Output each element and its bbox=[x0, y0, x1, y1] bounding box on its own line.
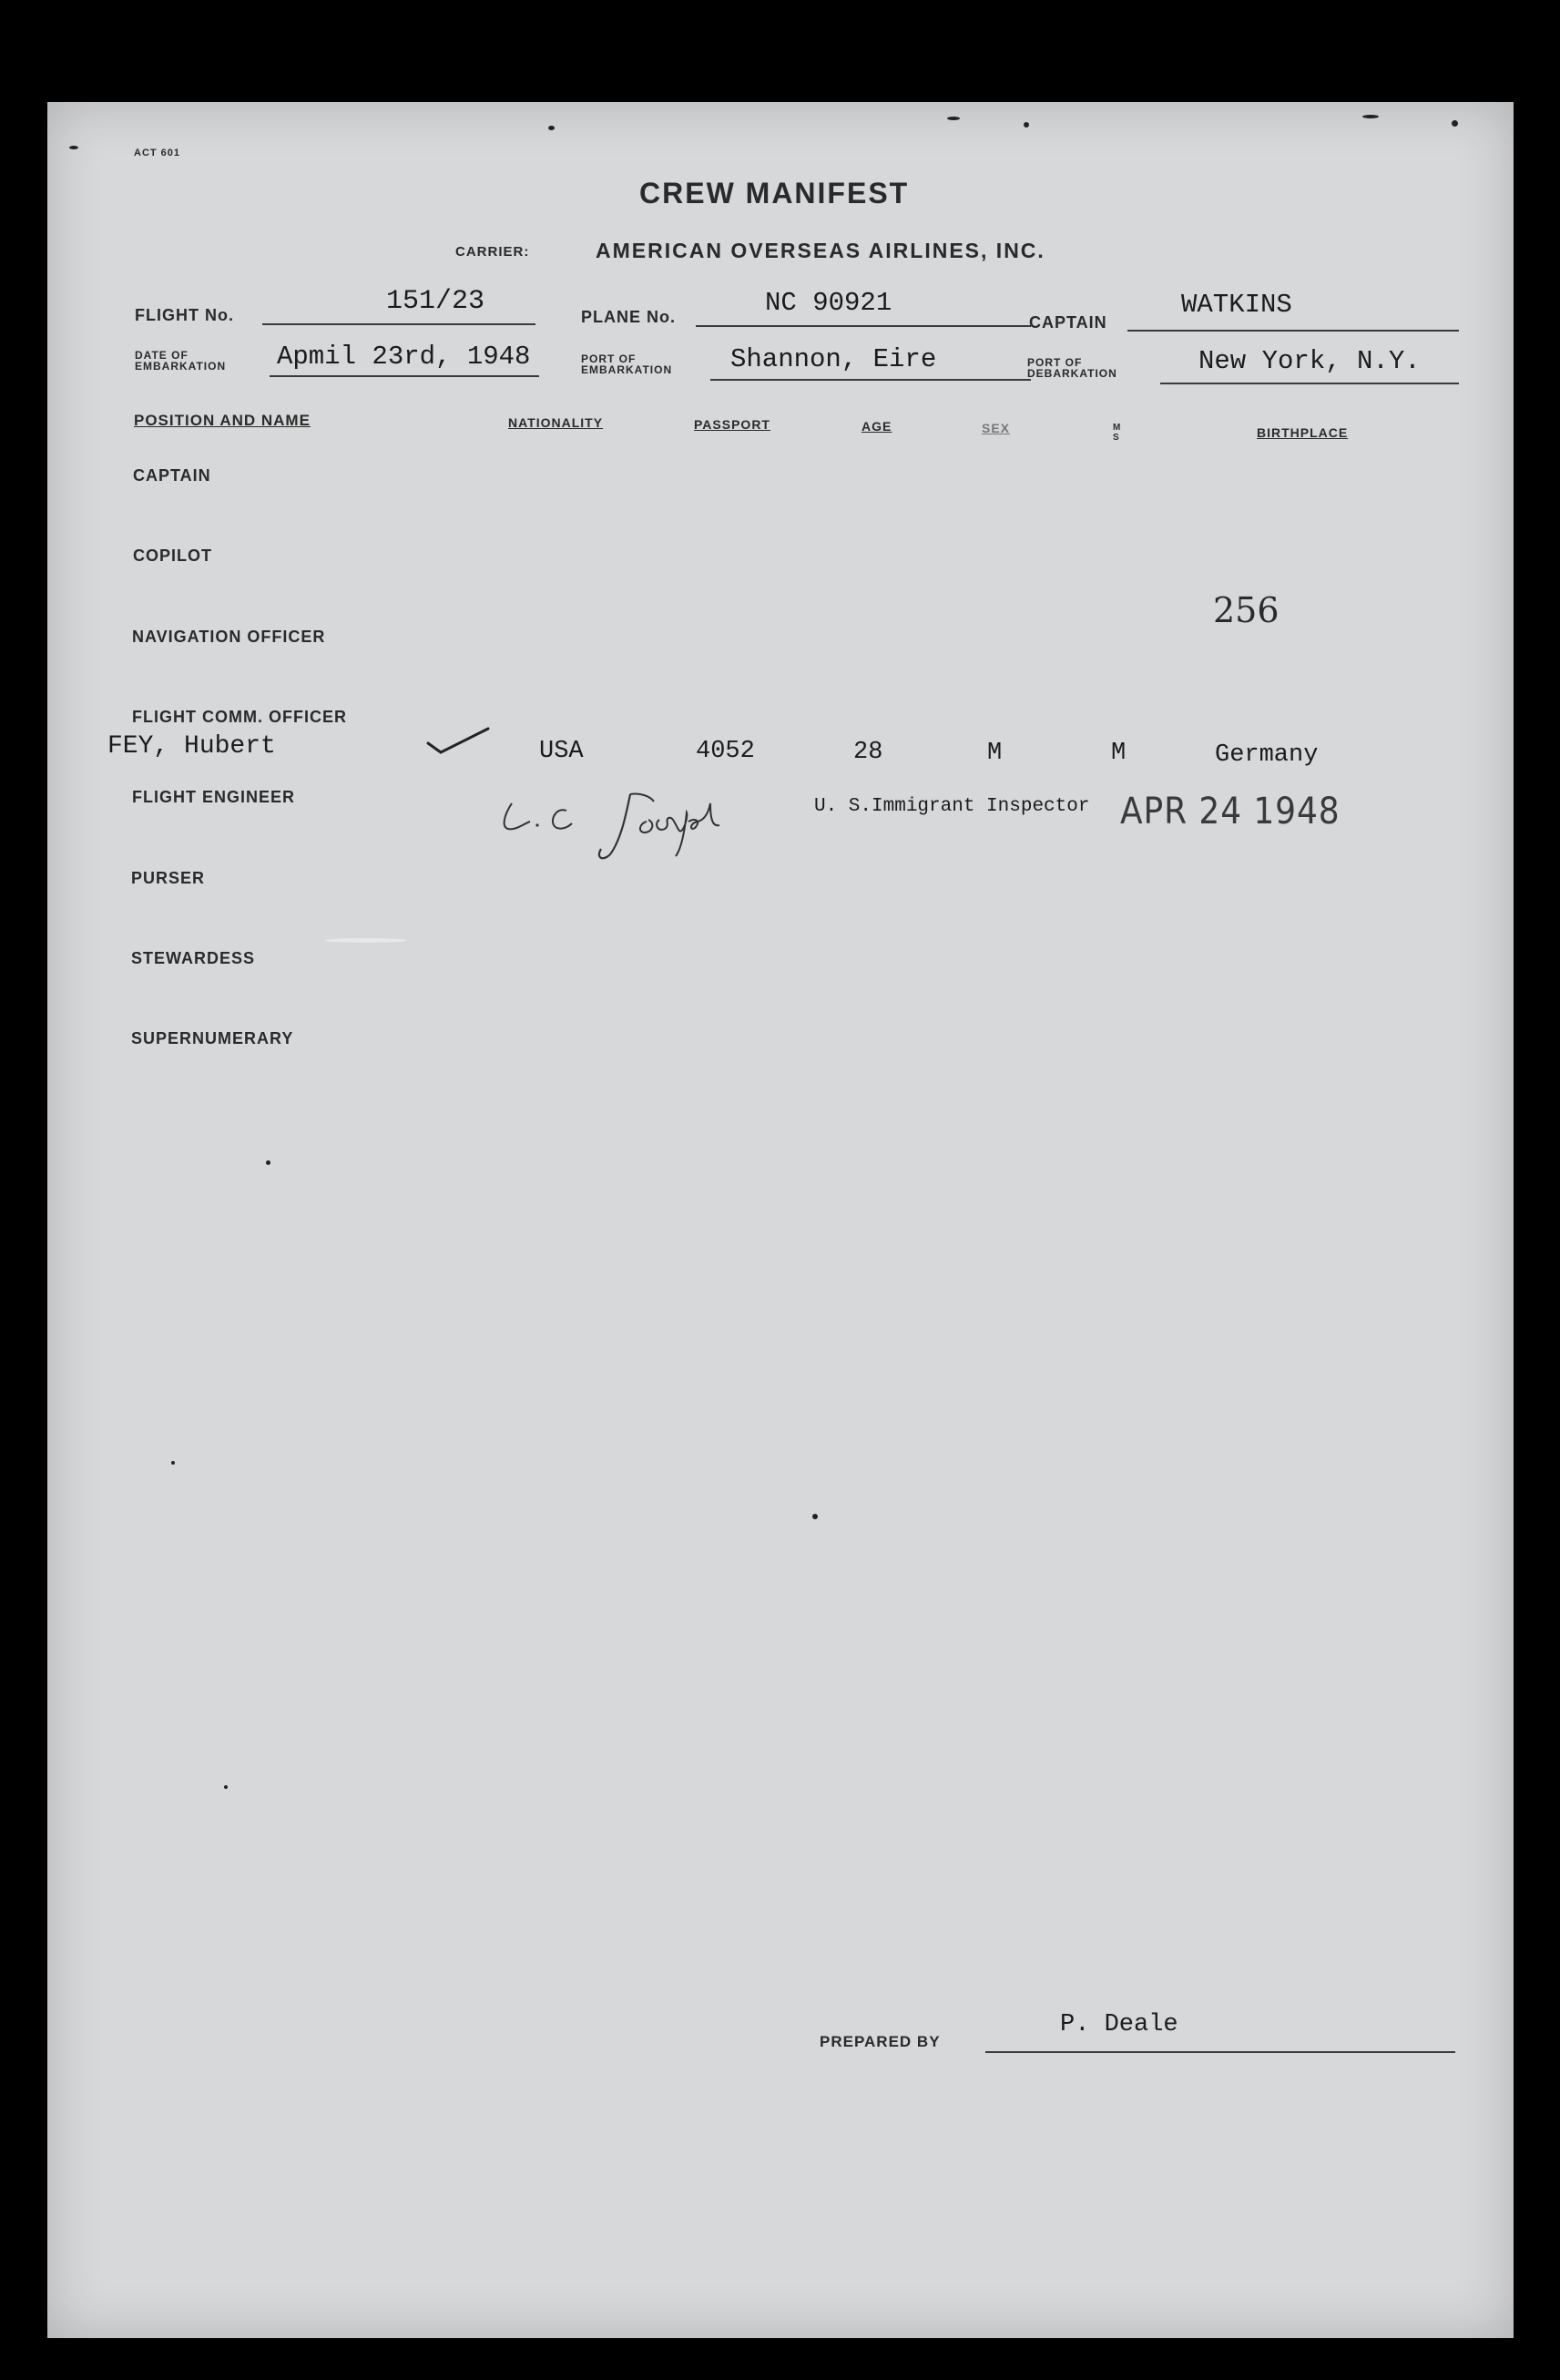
prepared-by-value: P. Deale bbox=[1060, 2011, 1178, 2038]
position-captain: CAPTAIN bbox=[133, 466, 211, 485]
port-of-embarkation-line bbox=[710, 379, 1031, 381]
crew-passport: 4052 bbox=[696, 738, 755, 765]
date-line bbox=[270, 375, 539, 377]
column-birthplace: BIRTHPLACE bbox=[1257, 425, 1349, 440]
crew-birthplace: Germany bbox=[1215, 741, 1319, 769]
flight-number-label: FLIGHT No. bbox=[135, 306, 234, 324]
inspector-title: U. S.Immigrant Inspector bbox=[814, 796, 1090, 817]
crew-sex: M bbox=[987, 740, 1003, 767]
port-of-embarkation-value: Shannon, Eire bbox=[730, 344, 937, 374]
form-number: ACT 601 bbox=[134, 148, 181, 158]
column-position-and-name: POSITION AND NAME bbox=[134, 412, 311, 429]
date-of-embarkation-value: Apmil 23rd, 1948 bbox=[277, 342, 531, 372]
inspector-signature bbox=[494, 776, 821, 867]
captain-line bbox=[1127, 330, 1459, 332]
prepared-by-line bbox=[985, 2051, 1455, 2053]
column-passport: PASSPORT bbox=[694, 417, 770, 432]
captain-label: CAPTAIN bbox=[1029, 313, 1107, 332]
date-label-line2: EMBARKATION bbox=[135, 360, 227, 373]
debarkation-label-line1: PORT OF bbox=[1027, 356, 1083, 369]
page-stamp-number: 256 bbox=[1213, 590, 1280, 630]
carrier-name: AMERICAN OVERSEAS AIRLINES, INC. bbox=[596, 239, 1045, 262]
plane-number-line bbox=[696, 325, 1031, 327]
inspector-date-stamp: APR 24 1948 bbox=[1120, 791, 1341, 832]
crew-name: FEY, Hubert bbox=[107, 732, 276, 761]
crew-nationality: USA bbox=[539, 738, 584, 765]
carrier-label: CARRIER: bbox=[455, 244, 530, 260]
ink-speck bbox=[171, 1461, 175, 1465]
paper-mark bbox=[325, 938, 407, 943]
column-sex: SEX bbox=[982, 421, 1011, 435]
position-purser: PURSER bbox=[131, 869, 206, 887]
plane-number-label: PLANE No. bbox=[581, 308, 677, 326]
ink-speck bbox=[1024, 122, 1029, 128]
port-of-embarkation-label bbox=[581, 353, 672, 375]
position-navigation-officer: NAVIGATION OFFICER bbox=[132, 628, 326, 646]
ink-speck bbox=[1452, 120, 1458, 127]
embarkation-label-line2: EMBARKATION bbox=[581, 363, 673, 376]
flight-number-line bbox=[262, 323, 535, 325]
date-label-line1: DATE OF bbox=[135, 349, 189, 362]
crew-age: 28 bbox=[853, 739, 883, 766]
position-supernumerary: SUPERNUMERARY bbox=[131, 1029, 294, 1047]
prepared-by-label: PREPARED BY bbox=[820, 2033, 941, 2050]
ink-speck bbox=[224, 1785, 228, 1789]
crew-marital-status: M bbox=[1111, 740, 1127, 767]
ink-speck bbox=[69, 146, 78, 149]
ink-speck bbox=[266, 1160, 270, 1165]
captain-value: WATKINS bbox=[1181, 290, 1292, 320]
ink-speck bbox=[548, 126, 555, 130]
column-marital bbox=[1113, 423, 1121, 443]
flight-number-value: 151/23 bbox=[386, 286, 485, 317]
check-mark-icon bbox=[421, 720, 494, 756]
embarkation-label-line1: PORT OF bbox=[581, 352, 637, 365]
column-nationality: NATIONALITY bbox=[508, 415, 604, 430]
debarkation-label-line2: DEBARKATION bbox=[1027, 367, 1117, 380]
date-of-embarkation-label bbox=[135, 350, 226, 372]
ink-speck bbox=[812, 1514, 818, 1519]
port-of-debarkation-line bbox=[1160, 383, 1459, 384]
position-flight-engineer: FLIGHT ENGINEER bbox=[132, 788, 296, 806]
marital-line2: S bbox=[1113, 433, 1120, 443]
port-of-debarkation-value: New York, N.Y. bbox=[1198, 346, 1421, 376]
position-copilot: COPILOT bbox=[133, 546, 212, 565]
port-of-debarkation-label bbox=[1027, 357, 1117, 379]
ink-speck bbox=[1362, 115, 1379, 118]
column-age: AGE bbox=[862, 419, 892, 434]
marital-line1: M bbox=[1113, 423, 1122, 433]
ink-speck bbox=[947, 117, 960, 120]
plane-number-value: NC 90921 bbox=[765, 288, 892, 318]
manifest-sheet bbox=[47, 102, 1514, 2338]
position-stewardess: STEWARDESS bbox=[131, 949, 256, 967]
position-flight-comm-officer: FLIGHT COMM. OFFICER bbox=[132, 708, 347, 726]
document-title: CREW MANIFEST bbox=[639, 177, 910, 209]
